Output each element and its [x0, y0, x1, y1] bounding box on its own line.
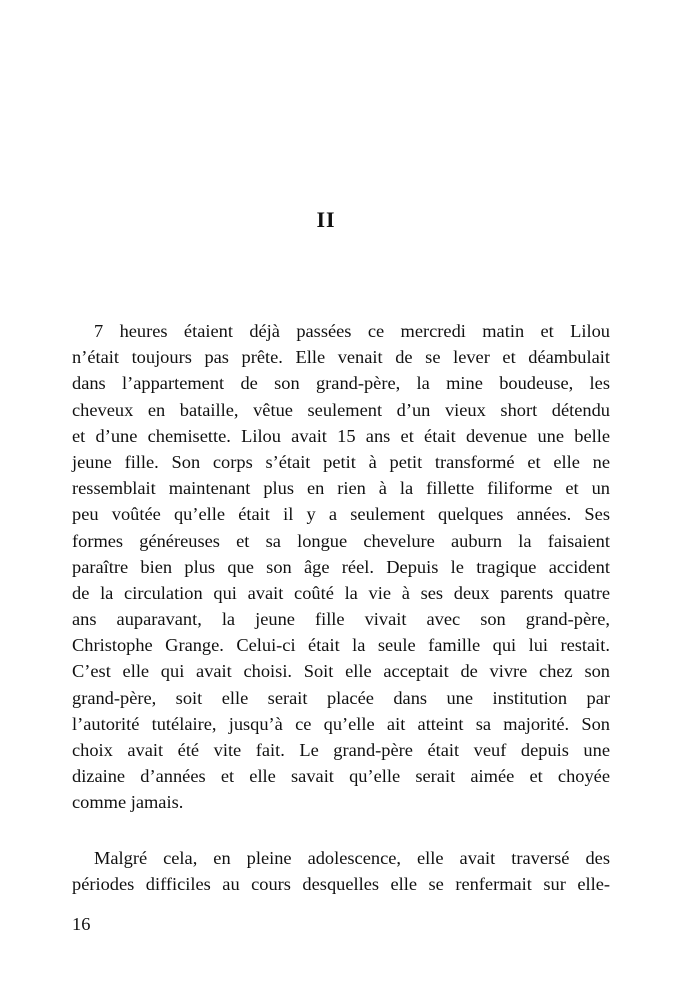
text-line: formes généreuses et sa longue chevelure auburn la faisaient — [72, 530, 610, 551]
text-line: paraître bien plus que son âge réel. Depuis le tragique accident — [72, 556, 610, 577]
text-line: périodes difficiles au cours desquelles elle se renfermait sur elle- — [72, 874, 610, 895]
text-line: et d’une chemisette. Lilou avait 15 ans et était devenue une belle — [72, 425, 610, 446]
text-line: ans auparavant, la jeune fille vivait avec son grand-père, — [72, 609, 610, 630]
chapter-heading: II — [316, 207, 336, 232]
text-line: de la circulation qui avait coûté la vie à ses deux parents quatre — [72, 582, 610, 603]
paragraph-2 — [72, 845, 610, 897]
text-line: peu voûtée qu’elle était il y a seulement quelques années. Ses — [72, 504, 610, 525]
text-line: choix avait été vite fait. Le grand-père était veuf depuis une — [72, 740, 610, 760]
page-number: 16 — [72, 914, 91, 934]
text-line: ressemblait maintenant plus en rien à la fillette filiforme et un — [72, 478, 610, 499]
text-line: Christophe Grange. Celui-ci était la seule famille qui lui restait. — [72, 635, 610, 656]
text-line: l’autorité tutélaire, jusqu’à ce qu’elle ait atteint sa majorité. Son — [72, 713, 610, 734]
text-line: 7 heures étaient déjà passées ce mercredi matin et Lilou — [94, 321, 610, 341]
text-line: comme jamais. — [72, 792, 184, 813]
text-line: cheveux en bataille, vêtue seulement d’un vieux short détendu — [72, 399, 610, 420]
text-line: dans l’appartement de son grand-père, la mine boudeuse, les — [72, 373, 610, 394]
text-line: grand-père, soit elle serait placée dans une institution par — [72, 687, 610, 708]
text-line: n’était toujours pas prête. Elle venait de se lever et déambulait — [72, 347, 610, 368]
text-line: jeune fille. Son corps s’était petit à petit transformé et elle ne — [72, 451, 610, 472]
paragraph-1 — [72, 318, 610, 816]
text-line: dizaine d’années et elle savait qu’elle serait aimée et choyée — [72, 766, 610, 787]
text-line: C’est elle qui avait choisi. Soit elle acceptait de vivre chez son — [72, 661, 610, 682]
text-line: Malgré cela, en pleine adolescence, elle avait traversé des — [94, 848, 610, 868]
